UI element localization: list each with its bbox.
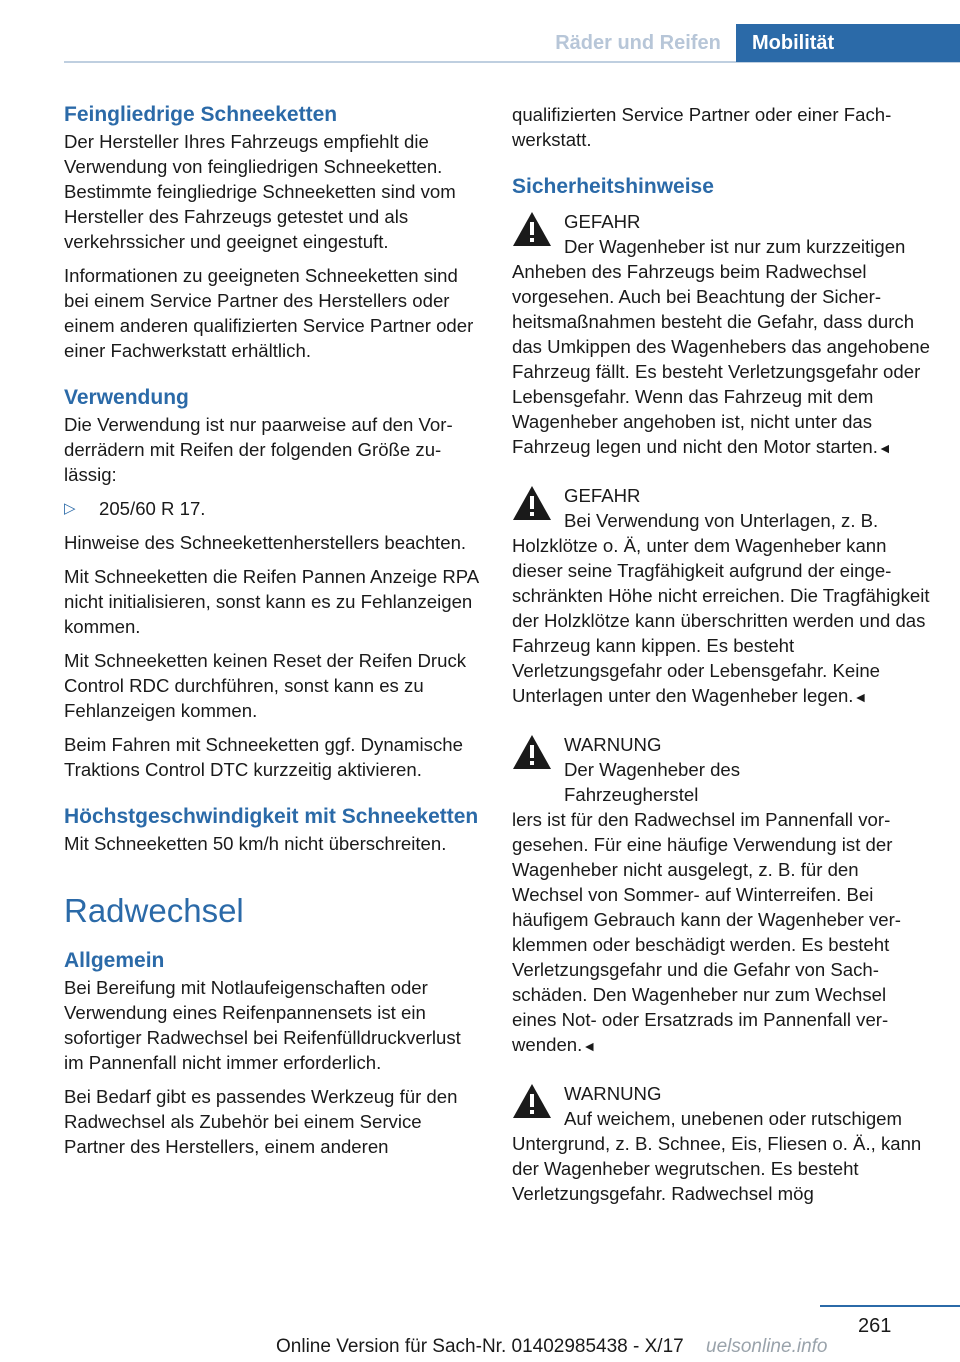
warning-text-first-line: Der Wagenheber des Fahrzeugherstel — [564, 759, 741, 805]
end-mark-icon: ◄ — [853, 689, 868, 705]
watermark: uelsonline.info — [706, 1336, 828, 1357]
warning-text-first-line: Der Wagenheber ist nur zum kurzzeitigen — [564, 236, 906, 257]
warning-block — [512, 483, 930, 710]
warning-triangle-icon — [512, 734, 552, 770]
chapter-title-radwechsel: Radwechsel — [64, 892, 244, 929]
tab-chapter-mobilitaet[interactable]: Mobilität — [736, 24, 960, 62]
paragraph: Bei Bedarf gibt es passendes Werkzeug für den Radwechsel als Zubehör bei einem Service Partner des Herstellers, einem anderen — [64, 1086, 458, 1157]
heading-allgemein: Allgemein — [64, 949, 165, 972]
right-column — [512, 102, 930, 1228]
warning-text: Anheben des Fahrzeugs beim Radwechsel vorgesehen. Auch bei Beachtung der Sicherheitsmaßnahmen besteht die Gefahr, dass durch das Umkippen des Wagenhebers das angehobene Fahrzeug fällt. Es besteht Verletzungsgefahr oder Lebensgefahr. Wenn das Fahrzeug mit dem Wagenheber angehoben ist, nicht unter das Fahrzeug legen und nicht den Motor starten. — [512, 261, 930, 457]
list-item-text: 205/60 R 17. — [99, 498, 206, 519]
paragraph: Der Hersteller Ihres Fahrzeugs empfiehlt die Verwendung von feingliedrigen Schneeketten. Bestimmte feingliedrige Schneeketten sind vom Hersteller des Fahrzeugs getestet und als verkehrssicher und geeignet eingestuft. — [64, 131, 456, 252]
warning-block — [512, 1081, 930, 1206]
end-mark-icon: ◄ — [582, 1038, 597, 1054]
paragraph: Mit Schneeketten die Reifen Pannen Anzeige RPA nicht initialisieren, sonst kann es zu Fehlanzeigen kommen. — [64, 566, 479, 637]
tab-section-raeder-und-reifen[interactable]: Räder und Reifen — [555, 32, 721, 54]
heading-sicherheitshinweise: Sicherheitshinweise — [512, 175, 714, 198]
paragraph: Bei Bereifung mit Notlaufeigenschaften oder Verwendung eines Reifenpannensets ist ein sofortiger Radwechsel bei Reifenfülldruckverlust im Pannenfall nicht immer erforderlich. — [64, 977, 461, 1073]
warning-block — [512, 732, 930, 1059]
warning-label: GEFAHR — [564, 211, 641, 232]
paragraph: Beim Fahren mit Schneeketten ggf. Dynamische Traktions Control DTC kurzzeitig aktivieren. — [64, 734, 463, 780]
paragraph: Hinweise des Schneekettenherstellers beachten. — [64, 532, 467, 553]
end-mark-icon: ◄ — [877, 440, 892, 456]
left-column — [64, 102, 482, 1168]
warning-text: Holzklötze o. Ä, unter dem Wagenheber kann dieser seine Tragfähigkeit aufgrund der eingeschränkten Höhe nicht erreichen. Die Tragfähigkeit der Holzklötze kann überschritten werden und das Fahrzeug kann kippen. Es besteht Verletzungsgefahr oder Lebensgefahr. Keine Unterlagen unter den Wagenheber legen. — [512, 535, 930, 706]
warning-triangle-icon — [512, 211, 552, 247]
paragraph: Die Verwendung ist nur paarweise auf den Vorderrädern mit Reifen der folgenden Größe zulässig: — [64, 414, 453, 485]
warning-triangle-icon — [512, 485, 552, 521]
paragraph: Mit Schneeketten 50 km/h nicht überschreiten. — [64, 833, 447, 854]
paragraph: qualifizierten Service Partner oder einer Fachwerkstatt. — [512, 104, 892, 150]
page-number: 261 — [858, 1315, 892, 1337]
paragraph: Mit Schneeketten keinen Reset der Reifen Druck Control RDC durchführen, sonst kann es zu Fehlanzeigen kommen. — [64, 650, 467, 721]
warning-text: lers ist für den Radwechsel im Pannenfall vorgesehen. Für eine häufige Verwendung ist der Wagenheber nicht ausgelegt, z. B. für den Wechsel von Sommer- auf Winterreifen. Bei häufigem Gebrauch kann der Wagenheber verklemmen oder beschädigt werden. Es besteht Verletzungsgefahr und die Gefahr von Sachschäden. Den Wagenheber nur zum Wechsel eines Not- oder Ersatzrads im Pannenfall verwenden. — [512, 809, 901, 1055]
warning-label: GEFAHR — [564, 485, 641, 506]
heading-hoechstgeschwindigkeit: Höchstgeschwindigkeit mit Schneeketten — [64, 805, 479, 828]
warning-text-first-line: Bei Verwendung von Unterlagen, z. B. — [564, 510, 879, 531]
heading-feingliedrige-schneeketten: Feingliedrige Schneeketten — [64, 103, 338, 126]
warning-label: WARNUNG — [564, 734, 662, 755]
footer-rule — [820, 1305, 960, 1307]
list-item — [64, 496, 482, 521]
warning-block — [512, 209, 930, 461]
paragraph: Informationen zu geeigneten Schneeketten sind bei einem Service Partner des Herstellers oder einem anderen qualifizierten Service Partner oder einer Fachwerkstatt erhältlich. — [64, 265, 474, 361]
triangle-right-outline-icon: ▷ — [64, 500, 76, 517]
warning-text-first-line: Auf weichem, unebenen oder rutschigem — [564, 1108, 902, 1129]
warning-label: WARNUNG — [564, 1083, 662, 1104]
online-version-note: Online Version für Sach-Nr. 01402985438 - X/17 — [276, 1336, 684, 1357]
heading-verwendung: Verwendung — [64, 386, 189, 409]
warning-triangle-icon — [512, 1083, 552, 1119]
warning-text: Untergrund, z. B. Schnee, Eis, Fliesen o. Ä., kann der Wagenheber wegrutschen. Es besteht Verletzungsgefahr. Radwechsel mög — [512, 1133, 922, 1204]
